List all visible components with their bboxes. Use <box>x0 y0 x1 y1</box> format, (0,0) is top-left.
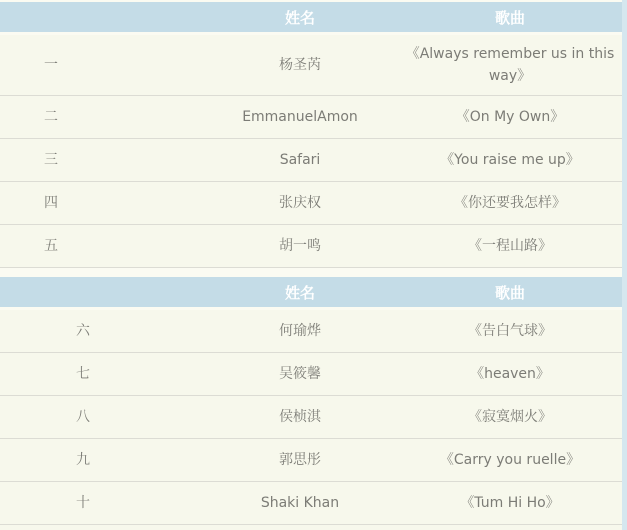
cell-name: Safari <box>279 152 321 168</box>
cell-rank: 五 <box>44 238 58 254</box>
cell-song: 《You raise me up》 <box>440 152 580 168</box>
table-row <box>0 439 622 482</box>
cell-song: 《heaven》 <box>470 366 550 382</box>
cell-rank: 九 <box>76 452 90 468</box>
cell-rank: 三 <box>44 152 58 168</box>
cell-rank: 七 <box>76 366 90 382</box>
cell-name: 杨圣芮 <box>279 57 321 73</box>
cell-song: 《Tum Hi Ho》 <box>460 495 560 511</box>
header-cell-name: 姓名 <box>284 8 315 27</box>
cell-song: 《Carry you ruelle》 <box>439 452 581 468</box>
cell-rank: 八 <box>76 409 90 425</box>
table-2-header-row <box>0 277 622 307</box>
next-row-partial <box>0 525 622 530</box>
cell-rank: 二 <box>44 109 58 125</box>
cell-name: 郭思彤 <box>279 452 321 468</box>
cell-name: 何瑜烨 <box>279 323 321 339</box>
cell-song: 《Always remember us in this way》 <box>405 46 615 84</box>
table-1-header-row <box>0 2 622 32</box>
header-cell-rank <box>0 284 166 300</box>
cell-rank: 四 <box>44 195 58 211</box>
table-row <box>0 396 622 439</box>
cell-song: 《寂寞烟火》 <box>468 409 552 425</box>
table-row <box>0 96 622 139</box>
table-row <box>0 310 622 353</box>
table-row <box>0 182 622 225</box>
header-cell-song: 歌曲 <box>494 8 525 27</box>
cell-song: 《告白气球》 <box>468 323 552 339</box>
table-row <box>0 139 622 182</box>
cell-rank: 六 <box>76 323 90 339</box>
cell-rank: 一 <box>44 57 58 73</box>
header-cell-name: 姓名 <box>284 283 315 302</box>
cell-name: Shaki Khan <box>260 495 340 511</box>
table-row <box>0 225 622 268</box>
cell-name: 侯桢淇 <box>279 409 321 425</box>
cell-name: 张庆权 <box>279 195 321 211</box>
cell-name: EmmanuelAmon <box>242 109 358 125</box>
cell-song: 《你还要我怎样》 <box>454 195 566 211</box>
singers-table-2 <box>0 277 622 525</box>
header-cell-rank <box>0 9 102 25</box>
cell-name: 吴筱馨 <box>279 366 321 382</box>
cell-song: 《一程山路》 <box>468 238 552 254</box>
cell-rank: 十 <box>76 495 90 511</box>
table-row <box>0 353 622 396</box>
singers-table-1 <box>0 2 622 268</box>
cell-name: 胡一鸣 <box>279 238 321 254</box>
table-row <box>0 35 622 96</box>
cell-song: 《On My Own》 <box>455 109 565 125</box>
header-cell-song: 歌曲 <box>494 283 525 302</box>
table-row <box>0 482 622 525</box>
